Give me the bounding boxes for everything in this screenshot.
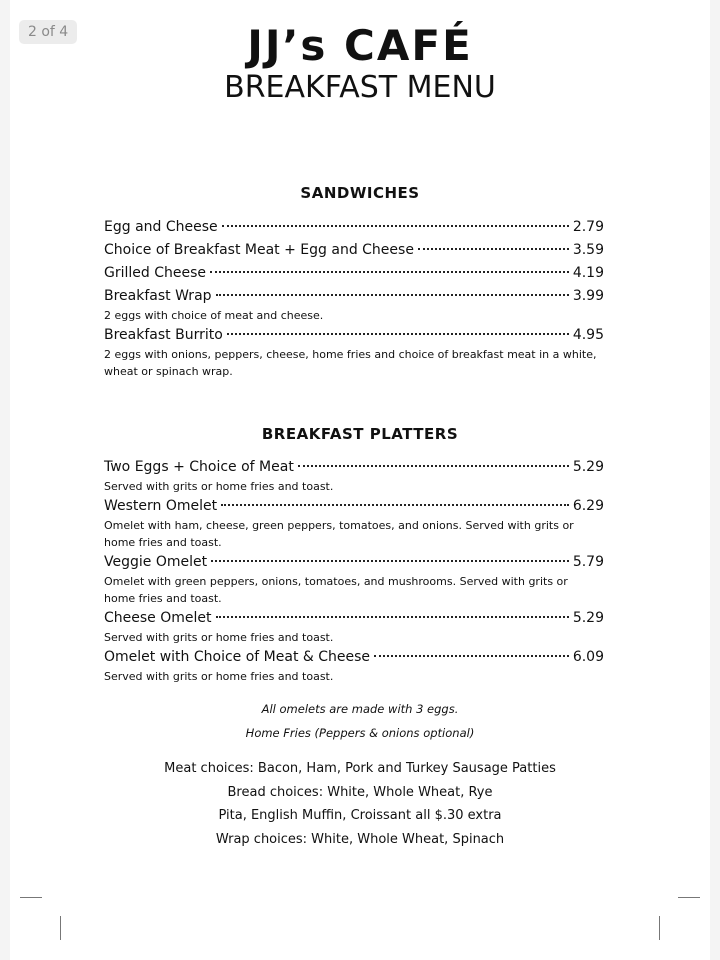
cafe-title: JJ’s CAFÉ (247, 21, 473, 70)
dot-leader (222, 224, 569, 227)
wrap-choices: Wrap choices: White, Whole Wheat, Spinach (215, 831, 505, 847)
menu-item (104, 551, 604, 607)
menu-item-line (104, 239, 604, 262)
menu-item-price: 3.99 (572, 288, 604, 304)
meat-choices: Meat choices: Bacon, Ham, Pork and Turkey Sausage Patties (164, 761, 556, 776)
menu-item-description: Served with grits or home fries and toast. (104, 631, 334, 644)
page-indicator: 2 of 4 (19, 20, 77, 44)
menu-item-price: 5.29 (572, 459, 604, 475)
menu-subtitle: BREAKFAST MENU (224, 70, 496, 105)
menu-item-price: 6.29 (572, 498, 604, 514)
menu-item (104, 324, 604, 380)
dot-leader (216, 615, 569, 618)
dot-leader (227, 332, 569, 335)
notes (0, 697, 720, 745)
menu-item-line (104, 285, 604, 308)
platter-list (104, 456, 604, 685)
crop-mark-left (20, 897, 42, 898)
dot-leader (221, 503, 569, 506)
menu-item-name: Egg and Cheese (104, 219, 218, 235)
menu-item-name: Grilled Cheese (104, 265, 207, 281)
sandwich-list (104, 216, 604, 380)
dot-leader (210, 270, 569, 273)
crop-mark-right (678, 897, 700, 898)
choices (0, 757, 720, 851)
crop-mark-right-vertical (659, 916, 660, 940)
sandwiches-heading: SANDWICHES (300, 184, 420, 202)
bread-choices: Bread choices: White, Whole Wheat, Rye (227, 784, 493, 800)
dot-leader (211, 559, 569, 562)
menu-item-line (104, 324, 604, 347)
menu-item-line (104, 607, 604, 630)
menu-item-price: 5.79 (572, 554, 604, 570)
menu-item-name: Breakfast Wrap (104, 288, 212, 304)
menu-item-price: 6.09 (572, 649, 604, 665)
menu-item-description: Omelet with ham, cheese, green peppers, tomatoes, and onions. Served with grits or home fries and toast. (104, 519, 574, 549)
bread-extra-note: Pita, English Muffin, Croissant all $.30 extra (218, 808, 502, 823)
dot-leader (216, 293, 569, 296)
menu-item-price: 2.79 (572, 219, 604, 235)
menu-item-name: Breakfast Burrito (104, 327, 223, 343)
menu-item-price: 5.29 (572, 610, 604, 626)
menu-item-description: Served with grits or home fries and toast. (104, 670, 334, 683)
home-fries-note: Home Fries (Peppers & onions optional) (245, 726, 475, 740)
menu-item-line (104, 646, 604, 669)
menu-item-price: 4.95 (572, 327, 604, 343)
menu-item (104, 456, 604, 495)
menu-item-name: Omelet with Choice of Meat & Cheese (104, 649, 371, 665)
menu-item (104, 646, 604, 685)
menu-item-line (104, 551, 604, 574)
dot-leader (374, 654, 569, 657)
menu-item-description: 2 eggs with onions, peppers, cheese, home fries and choice of breakfast meat in a white, wheat or spinach wrap. (104, 348, 597, 378)
menu-item (104, 239, 604, 262)
menu-item-price: 3.59 (572, 242, 604, 258)
menu-item-name: Western Omelet (104, 498, 218, 514)
menu-item (104, 607, 604, 646)
menu-item (104, 285, 604, 324)
menu-item-name: Choice of Breakfast Meat + Egg and Cheese (104, 242, 414, 258)
menu-item-line (104, 262, 604, 285)
menu-item (104, 495, 604, 551)
menu-item-name: Two Eggs + Choice of Meat (104, 459, 294, 475)
menu-item-name: Veggie Omelet (104, 554, 208, 570)
dot-leader (418, 247, 569, 250)
menu-item-name: Cheese Omelet (104, 610, 212, 626)
dot-leader (298, 464, 569, 467)
menu-item (104, 262, 604, 285)
menu-item-line (104, 495, 604, 518)
menu-item-price: 4.19 (572, 265, 604, 281)
menu-item-description: Served with grits or home fries and toast. (104, 480, 334, 493)
crop-mark-left-vertical (60, 916, 61, 940)
menu-item-line (104, 456, 604, 479)
omelet-note: All omelets are made with 3 eggs. (261, 702, 459, 716)
platters-heading: BREAKFAST PLATTERS (261, 425, 459, 443)
menu-item-description: Omelet with green peppers, onions, tomatoes, and mushrooms. Served with grits or home fries and toast. (104, 575, 568, 605)
menu-item (104, 216, 604, 239)
menu-item-description: 2 eggs with choice of meat and cheese. (104, 309, 324, 322)
menu-item-line (104, 216, 604, 239)
